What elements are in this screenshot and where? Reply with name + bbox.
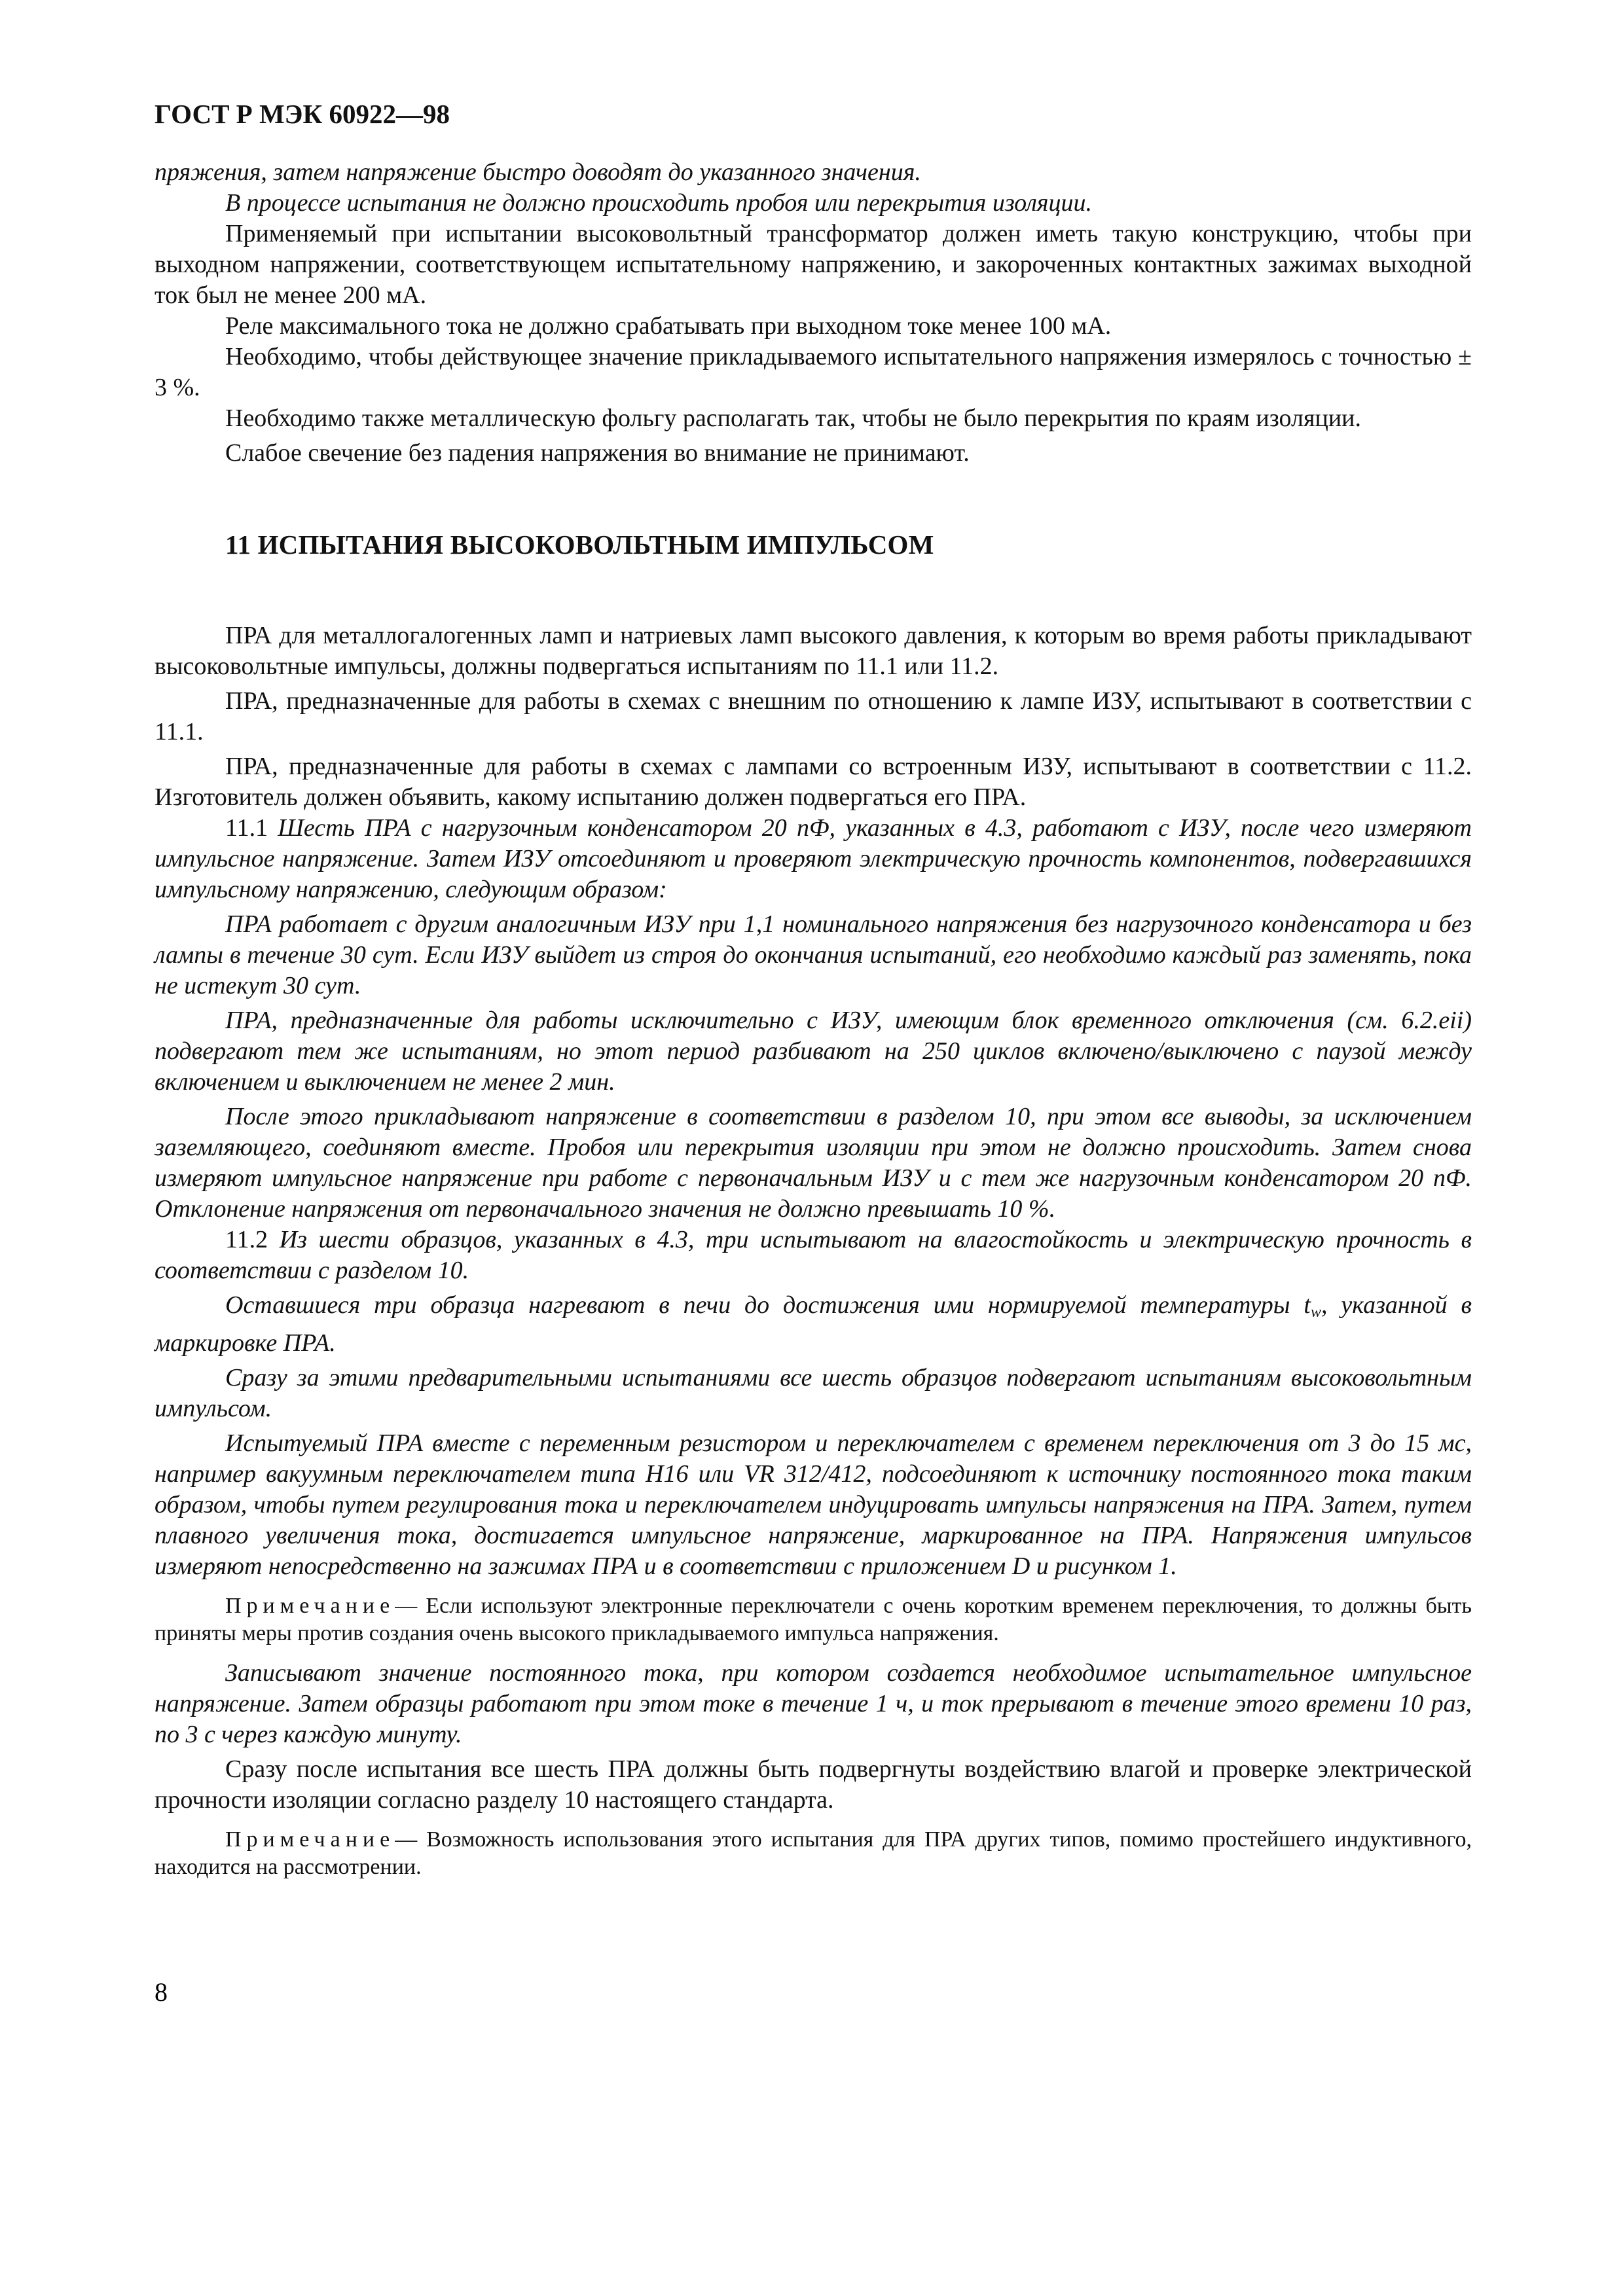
paragraph: Слабое свечение без падения напряжения во внимание не принимают. <box>225 439 970 467</box>
paragraph: Сразу после испытания все шесть ПРА должны быть подвергнуты воздействию влагой и проверке электрической прочности изоляции согласно разделу 10 настоящего стандарта. <box>155 1755 1472 1814</box>
paragraph: Необходимо также металлическую фольгу располагать так, чтобы не было перекрытия по краям изоляции. <box>225 404 1361 432</box>
paragraph: ПРА для металлогалогенных ламп и натриевых ламп высокого давления, к которым во время работы прикладывают высоковольтные импульсы, должны подвергаться испытаниям по 11.1 или 11.2. <box>155 622 1472 680</box>
paragraph: ПРА работает с другим аналогичным ИЗУ при 1,1 номинального напряжения без нагрузочного конденсатора и без лампы в течение 30 сут. Если ИЗУ выйдет из строя до окончания испытаний, его необходимо каждый раз заменять, пока не истекут 30 сут. <box>155 910 1472 999</box>
note <box>155 1592 1472 1647</box>
note <box>155 1826 1472 1881</box>
paragraph: Реле максимального тока не должно срабатывать при выходном токе менее 100 мА. <box>225 312 1112 340</box>
paragraph <box>155 1290 1472 1359</box>
document-page <box>155 98 1472 1892</box>
paragraph: ПРА, предназначенные для работы в схемах с лампами со встроенным ИЗУ, испытывают в соответствии с 11.2. Изготовитель должен объявить, какому испытанию должен подвергаться его ПРА. <box>155 753 1472 811</box>
paragraph: Применяемый при испытании высоковольтный трансформатор должен иметь такую конструкцию, чтобы при выходном напряжении, соответствующем испытательному напряжению, и закороченных контактных зажимах выходной ток был не менее 200 мА. <box>155 220 1472 309</box>
paragraph: В процессе испытания не должно происходить пробоя или перекрытия изоляции. <box>225 189 1092 217</box>
paragraph: После этого прикладывают напряжение в соответствии в разделом 10, при этом все выводы, за исключением заземляющего, соединяют вместе. Пробоя или перекрытия изоляции при этом не должно происходить. Затем снова измеряют импульсное напряжение при работе с первоначальным ИЗУ и с тем же нагрузочным конденсатором 20 nФ. Отклонение напряжения от первоначального значения не должно превышать 10 %. <box>155 1103 1472 1223</box>
section-heading: 11 ИСПЫТАНИЯ ВЫСОКОВОЛЬТНЫМ ИМПУЛЬСОМ <box>225 529 934 560</box>
note-label: Примечание <box>225 1827 395 1852</box>
text-run: , указанной в маркировке ПРА. <box>155 1291 1472 1357</box>
paragraph: Сразу за этими предварительными испытаниями все шесть образцов подвергают испытаниям высоковольтным импульсом. <box>155 1364 1472 1422</box>
document-header: ГОСТ Р МЭК 60922—98 <box>155 99 450 129</box>
clause-text: Из шести образцов, указанных в 4.3, три испытывают на влагостойкость и электрическую прочность в соответствии с разделом 10. <box>155 1226 1472 1284</box>
page-number: 8 <box>155 1977 168 2007</box>
note-label: Примечание <box>225 1594 395 1618</box>
paragraph: Испытуемый ПРА вместе с переменным резистором и переключателем с временем переключения от 3 до 15 мс, например вакуумным переключателем типа H16 или VR 312/412, подсоединяют к источнику постоянного тока таким образом, чтобы путем регулирования тока и переключателем индуцировать импульсы напряжения на ПРА. Затем, путем плавного увеличения тока, достигается импульсное напряжение, маркированное на ПРА. Напряжения импульсов измеряют непосредственно на зажимах ПРА и в соответствии с приложением D и рисунком 1. <box>155 1429 1472 1580</box>
paragraph: Записывают значение постоянного тока, при котором создается необходимое испытательное импульсное напряжение. Затем образцы работают при этом токе в течение 1 ч, и ток прерывают в течение этого времени 10 раз, по 3 с через каждую минуту. <box>155 1659 1472 1748</box>
clause-11-1 <box>155 813 1472 905</box>
clause-number: 11.1 <box>225 814 268 842</box>
paragraph: ПРА, предназначенные для работы в схемах с внешним по отношению к лампе ИЗУ, испытывают в соответствии с 11.1. <box>155 687 1472 745</box>
clause-11-2 <box>155 1225 1472 1286</box>
paragraph: Необходимо, чтобы действующее значение прикладываемого испытательного напряжения измерялось с точностью ± 3 %. <box>155 343 1472 401</box>
note-text: — Возможность использования этого испытания для ПРА других типов, помимо простейшего индуктивного, находится на рассмотрении. <box>155 1827 1472 1879</box>
paragraph: ПРА, предназначенные для работы исключительно с ИЗУ, имеющим блок временного отключения (см. 6.2.eii) подвергают тем же испытаниям, но этот период разбивают на 250 циклов включено/выключено с паузой между включением и выключением не менее 2 мин. <box>155 1007 1472 1096</box>
text-run: Оставшиеся три образца нагревают в печи до достижения ими нормируемой температуры t <box>225 1291 1311 1319</box>
note-text: — Если используют электронные переключатели с очень коротким временем переключения, то должны быть приняты меры против создания очень высокого прикладываемого импульса напряжения. <box>155 1594 1472 1645</box>
paragraph: пряжения, затем напряжение быстро доводят до указанного значения. <box>155 158 921 186</box>
subscript: w <box>1311 1304 1322 1321</box>
clause-text: Шесть ПРА с нагрузочным конденсатором 20 nФ, указанных в 4.3, работают с ИЗУ, после чего измеряют импульсное напряжение. Затем ИЗУ отсоединяют и проверяют электрическую прочность компонентов, подвергавшихся импульсному напряжению, следующим образом: <box>155 814 1472 903</box>
clause-number: 11.2 <box>225 1226 268 1253</box>
